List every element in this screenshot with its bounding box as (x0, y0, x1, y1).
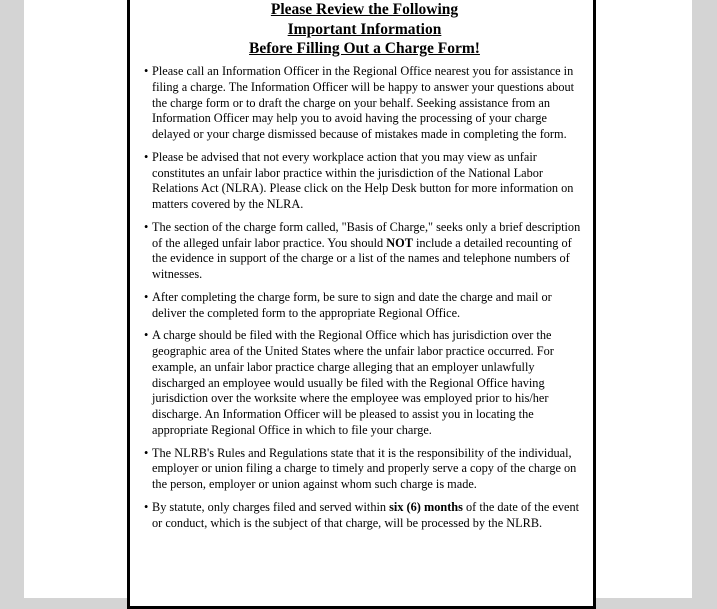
heading-line-2: Important Information (287, 20, 442, 38)
list-item (144, 64, 584, 143)
list-item (144, 150, 584, 213)
bullet-icon: • (144, 149, 149, 164)
list-item (144, 500, 584, 532)
notice-heading (130, 0, 599, 59)
list-item (144, 220, 584, 283)
item-text: Please be advised that not every workplace action that you may view as unfair constitutes an unfair labor practice within the jurisdiction of the National Labor Relations Act (NLRA). Please click on the Help Desk button for more information on matters covered by the NLRA. (152, 149, 574, 211)
list-item (144, 290, 584, 322)
bullet-icon: • (144, 499, 149, 514)
item-text-bold: six (6) months (389, 499, 463, 514)
heading-line-1: Please Review the Following (270, 1, 459, 18)
bullet-icon: • (144, 289, 149, 304)
item-text-post: include a detailed recounting of the evidence in support of the charge or a list of the names and telephone numbers of witnesses. (152, 235, 572, 281)
list-item (144, 446, 584, 493)
bullet-icon: • (144, 328, 149, 343)
item-text-pre: By statute, only charges filed and served within (152, 499, 390, 514)
bullet-icon: • (144, 219, 149, 234)
item-text-post: of the date of the event or conduct, which is the subject of that charge, will be processed by the NLRB. (152, 499, 580, 530)
heading-line-3: Before Filling Out a Charge Form! (249, 40, 480, 57)
document-page (24, 0, 692, 598)
item-text-pre: The section of the charge form called, "Basis of Charge," seeks only a brief description of the alleged unfair labor practice. You should (152, 219, 581, 250)
item-text: The NLRB's Rules and Regulations state that it is the responsibility of the individual, employer or union filing a charge to timely and properly serve a copy of the charge on the person, employer or union against whom such charge is made. (152, 445, 577, 491)
item-text: After completing the charge form, be sure to sign and date the charge and mail or deliver the completed form to the appropriate Regional Office. (152, 289, 552, 320)
notice-box (127, 0, 596, 609)
bullet-icon: • (144, 445, 149, 460)
item-text: Please call an Information Officer in the Regional Office nearest you for assistance in filing a charge. The Information Officer will be happy to answer your questions about the charge form or to draft the charge on your behalf. Seeking assistance from an Information Officer may help you to avoid having the processing of your charge delayed or your charge dismissed because of mistakes made in completing the form. (152, 64, 575, 141)
list-item (144, 328, 584, 438)
item-text-bold: NOT (386, 235, 413, 250)
bullet-icon: • (144, 64, 149, 78)
item-text: A charge should be filed with the Regional Office which has jurisdiction over the geographic area of the United States where the unfair labor practice occurred. For example, an unfair labor practice charge alleging that an employer unlawfully discharged an employee would usually be filed with the Regional Office having jurisdiction over the worksite where the employee was employed prior to his/her discharge. An Information Officer will be pleased to assist you in locating the appropriate Regional Office in which to file your charge. (152, 328, 554, 437)
notice-list (144, 64, 584, 538)
